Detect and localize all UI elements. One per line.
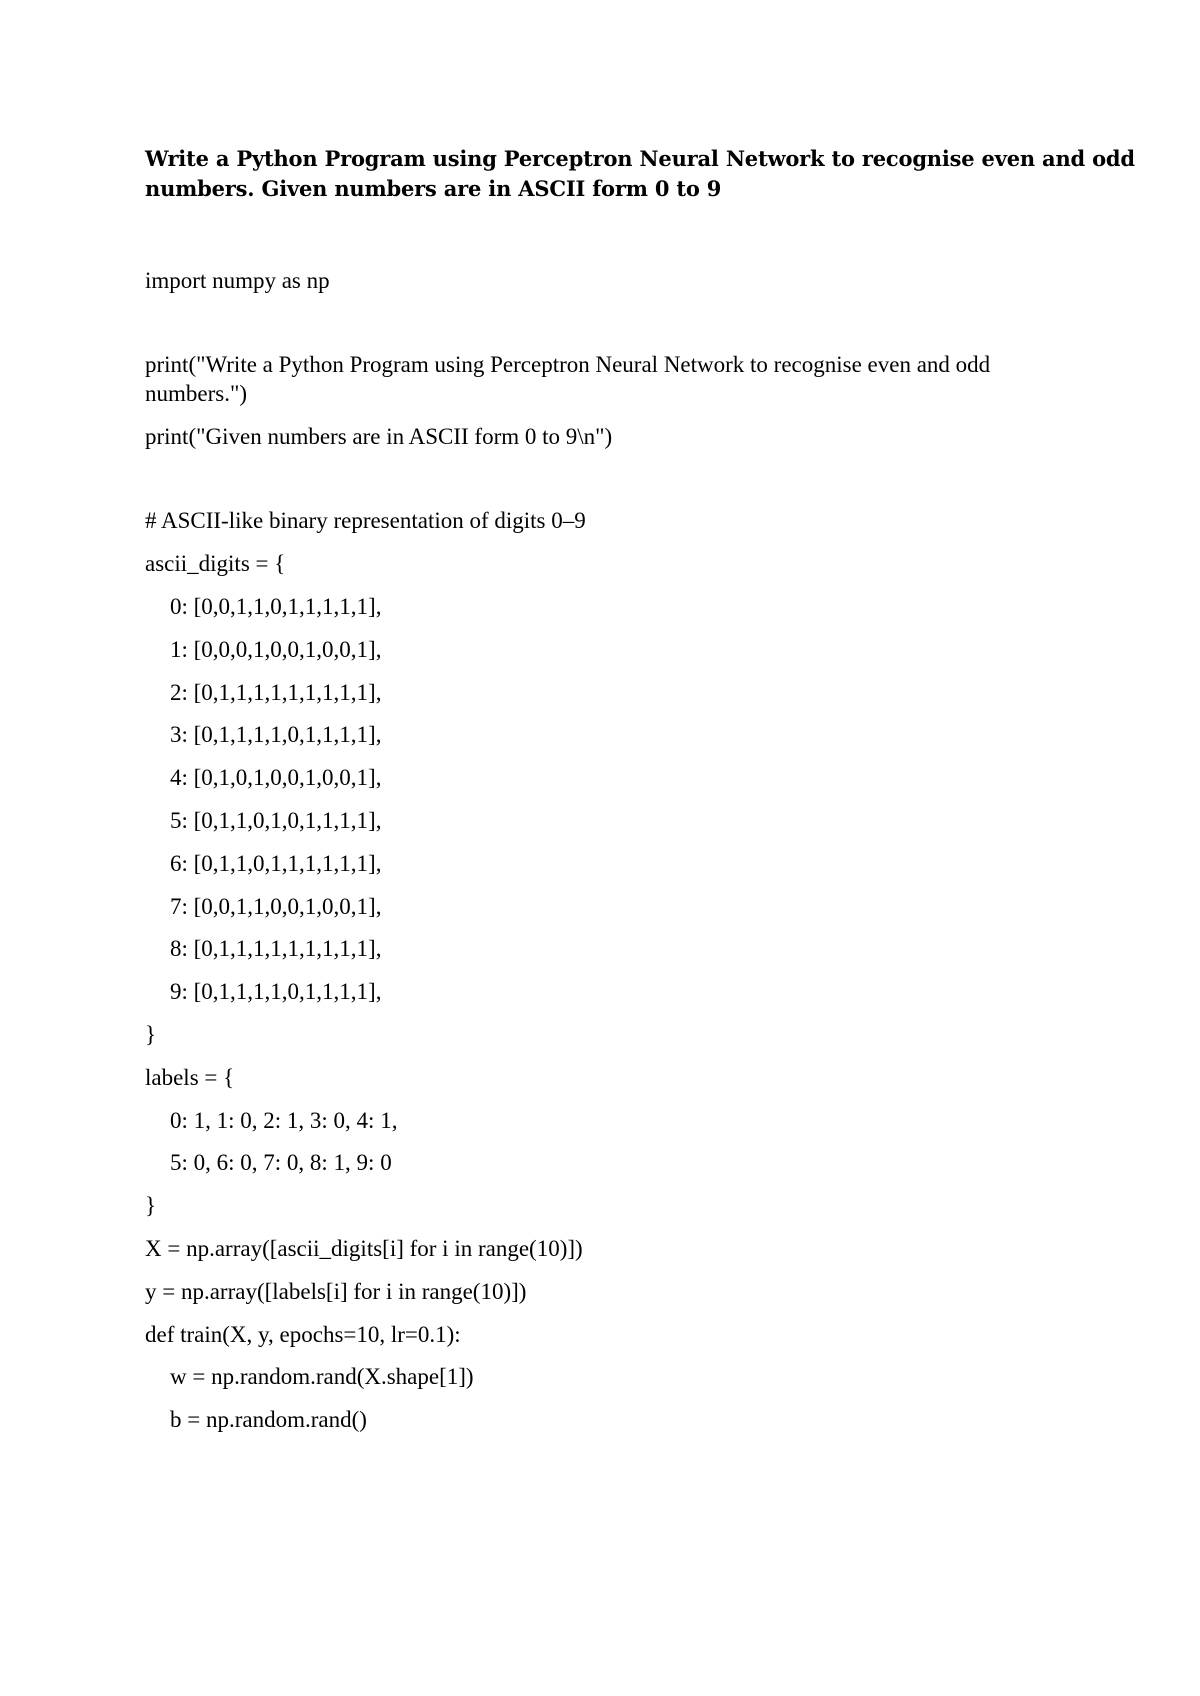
heading-line: Write a Python Program using Perceptron Neural Network to recognise even and odd [145,146,1135,171]
code-line: labels = { [145,1065,235,1090]
code-comment: # ASCII-like binary representation of digits 0–9 [145,508,586,533]
code-line: 4: [0,1,0,1,0,0,1,0,0,1], [170,765,382,790]
code-line: 8: [0,1,1,1,1,1,1,1,1,1], [170,936,382,961]
code-line: 0: [0,0,1,1,0,1,1,1,1,1], [170,594,382,619]
heading-line: numbers. Given numbers are in ASCII form 0 to 9 [145,176,722,201]
code-line: } [145,1022,157,1047]
code-line: 0: 1, 1: 0, 2: 1, 3: 0, 4: 1, [170,1108,398,1133]
code-line: y = np.array([labels[i] for i in range(10)]) [145,1279,527,1304]
code-line: b = np.random.rand() [170,1407,367,1432]
code-line: 2: [0,1,1,1,1,1,1,1,1,1], [170,680,382,705]
code-line: 3: [0,1,1,1,1,0,1,1,1,1], [170,722,382,747]
code-line: 5: 0, 6: 0, 7: 0, 8: 1, 9: 0 [170,1150,392,1175]
code-line: } [145,1193,157,1218]
code-line: numbers.") [145,381,248,406]
code-line: w = np.random.rand(X.shape[1]) [170,1364,474,1389]
code-line: 9: [0,1,1,1,1,0,1,1,1,1], [170,979,382,1004]
code-line: 5: [0,1,1,0,1,0,1,1,1,1], [170,808,382,833]
code-line: 7: [0,0,1,1,0,0,1,0,0,1], [170,894,382,919]
code-line: 6: [0,1,1,0,1,1,1,1,1,1], [170,851,382,876]
document-heading [145,144,1135,204]
code-line: X = np.array([ascii_digits[i] for i in range(10)]) [145,1236,583,1261]
code-line: ascii_digits = { [145,551,286,576]
code-line: import numpy as np [145,268,330,293]
code-line: print("Given numbers are in ASCII form 0 to 9\n") [145,424,613,449]
code-line: def train(X, y, epochs=10, lr=0.1): [145,1322,461,1347]
code-line: print("Write a Python Program using Perceptron Neural Network to recognise even and odd [145,352,991,377]
code-line: 1: [0,0,0,1,0,0,1,0,0,1], [170,637,382,662]
